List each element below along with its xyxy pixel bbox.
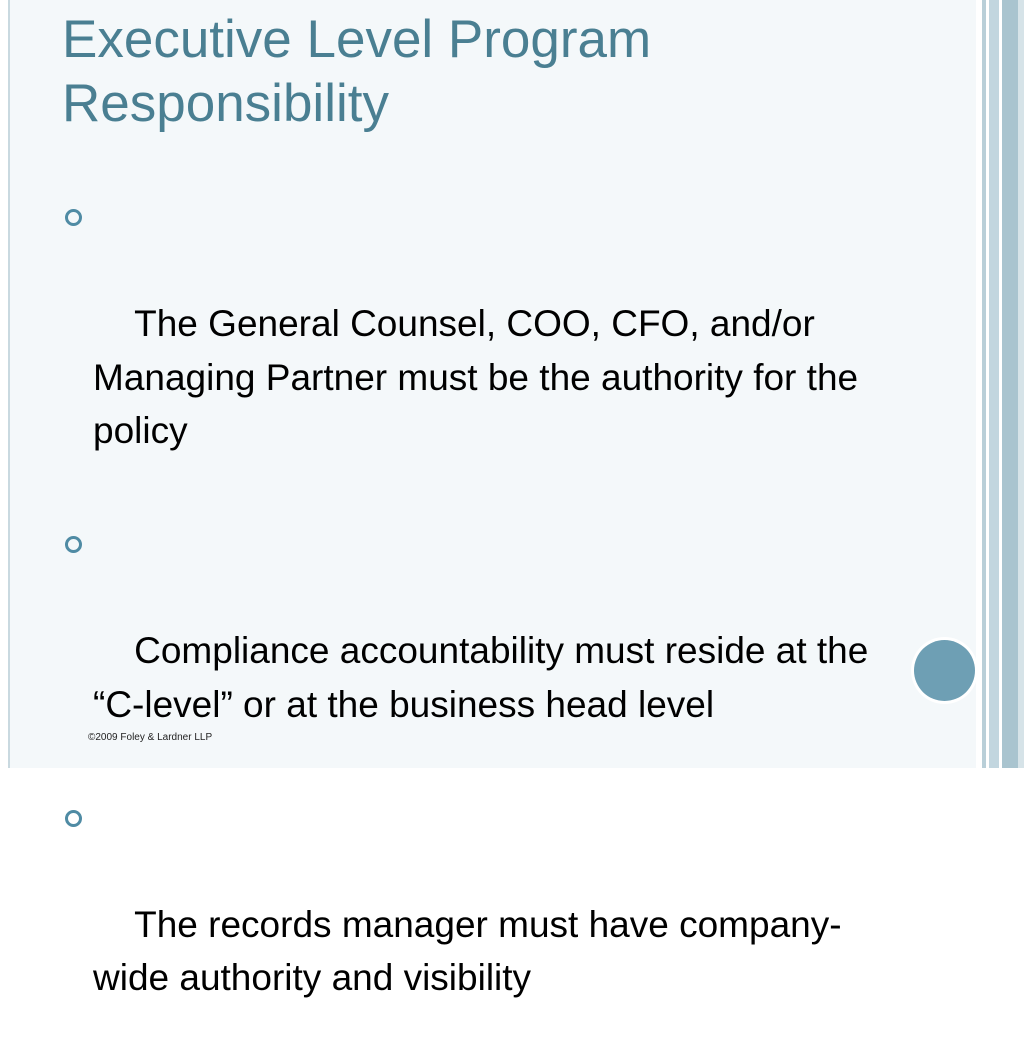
right-decorative-stripe (1002, 0, 1018, 768)
right-decorative-stripe (1018, 0, 1024, 768)
bullet-text: The General Counsel, COO, CFO, and/or Managing Partner must be the authority for the policy (93, 303, 869, 451)
circle-bullet-icon (65, 536, 82, 553)
copyright-footer: ©2009 Foley & Lardner LLP (88, 732, 213, 743)
right-decorative-stripe (989, 0, 999, 768)
bullet-text: Compliance accountability must reside at the “C-level” or at the business head level (93, 630, 879, 725)
circle-bullet-icon (65, 810, 82, 827)
bullet-item (62, 791, 902, 1059)
bullet-list (62, 190, 902, 1064)
bullet-item (62, 190, 902, 511)
slide-title: Executive Level Program Responsibility (62, 10, 652, 133)
circle-bullet-icon (65, 209, 82, 226)
decorative-circle (914, 640, 975, 701)
bullet-text: The records manager must have company-wide authority and visibility (93, 903, 842, 998)
